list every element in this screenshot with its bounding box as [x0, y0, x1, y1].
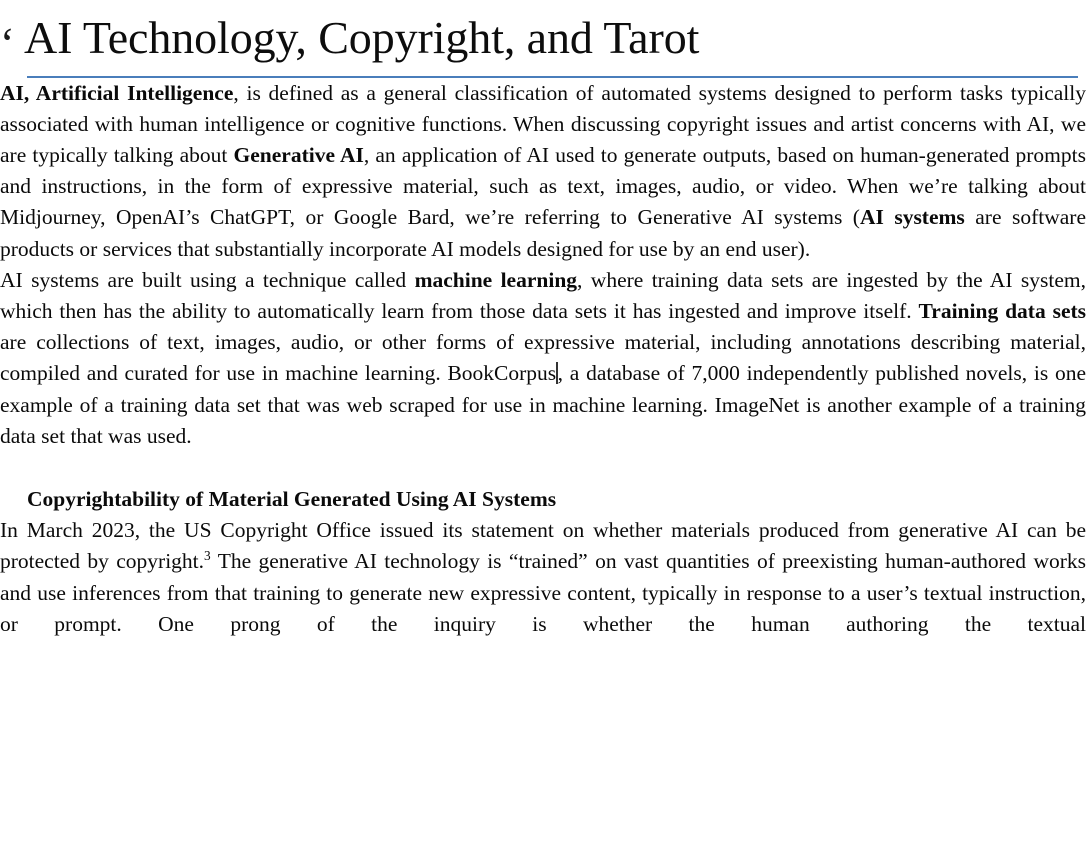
document-title-block: [0, 0, 1086, 78]
paragraph-2-run-a: AI systems are built using a technique called: [0, 267, 415, 292]
paragraph-2-run-b: , where training data sets are ingested by the AI system, which then has the ability to automatically learn from those data sets it has ingested and improve itself.: [0, 267, 1086, 323]
term-machine-learning: machine learning: [414, 267, 578, 292]
paragraph-1-run-a: , is defined as a general classification of automated systems designed to perform tasks typically associated with human intelligence or cognitive functions. When discussing copyright issues and artist concerns with AI, we are typically talking about: [0, 80, 1086, 167]
paragraph-2-run-d: , a database of 7,000 independently published novels, is one example of a training data set that was web scraped for use in machine learning. ImageNet is another example of a training data set that was used.: [0, 361, 1086, 448]
term-training-data-sets: Training data sets: [918, 298, 1086, 323]
term-generative-ai: Generative AI: [233, 142, 364, 167]
title-accent-rule: [27, 76, 1078, 78]
paragraph-1-run-c: are software products or services that substantially incorporate AI models designed for use by an end user).: [0, 205, 1086, 261]
term-ai-systems: AI systems: [859, 205, 965, 230]
paragraph-copyright-office[interactable]: [0, 515, 1086, 640]
paragraph-ai-definition[interactable]: [0, 78, 1086, 265]
paragraph-machine-learning[interactable]: [0, 265, 1086, 452]
term-artificial-intelligence: AI, Artificial Intelligence: [0, 80, 234, 105]
paragraph-3-run-a: In March 2023, the US Copyright Office issued its statement on whether materials produced from generative AI can be protected by copyright.: [0, 518, 1086, 574]
paragraph-2-run-c: are collections of text, images, audio, or other forms of expressive material, including annotations describing material, compiled and curated for use in machine learning. BookCorpus: [0, 330, 1086, 386]
clipped-leading-glyph: ‘: [0, 22, 15, 66]
document-body: [0, 78, 1086, 640]
page-title[interactable]: AI Technology, Copyright, and Tarot: [24, 12, 700, 63]
footnote-reference-3[interactable]: 3: [204, 548, 211, 564]
section-heading-copyrightability[interactable]: Copyrightability of Material Generated Using AI Systems: [27, 486, 557, 511]
paragraph-1-run-b: , an application of AI used to generate outputs, based on human-generated prompts and instructions, in the form of expressive material, such as text, images, audio, or video. When we’re talking about Midjourney, OpenAI’s ChatGPT, or Google Bard, we’re referring to Generative AI systems (: [0, 142, 1086, 230]
paragraph-3-run-b: The generative AI technology is “trained” on vast quantities of preexisting human-authored works and use inferences from that training to generate new expressive content, typically in response to a user’s textual instruction, or prompt. One prong of the inquiry is whether the human authoring the textual: [0, 549, 1086, 636]
